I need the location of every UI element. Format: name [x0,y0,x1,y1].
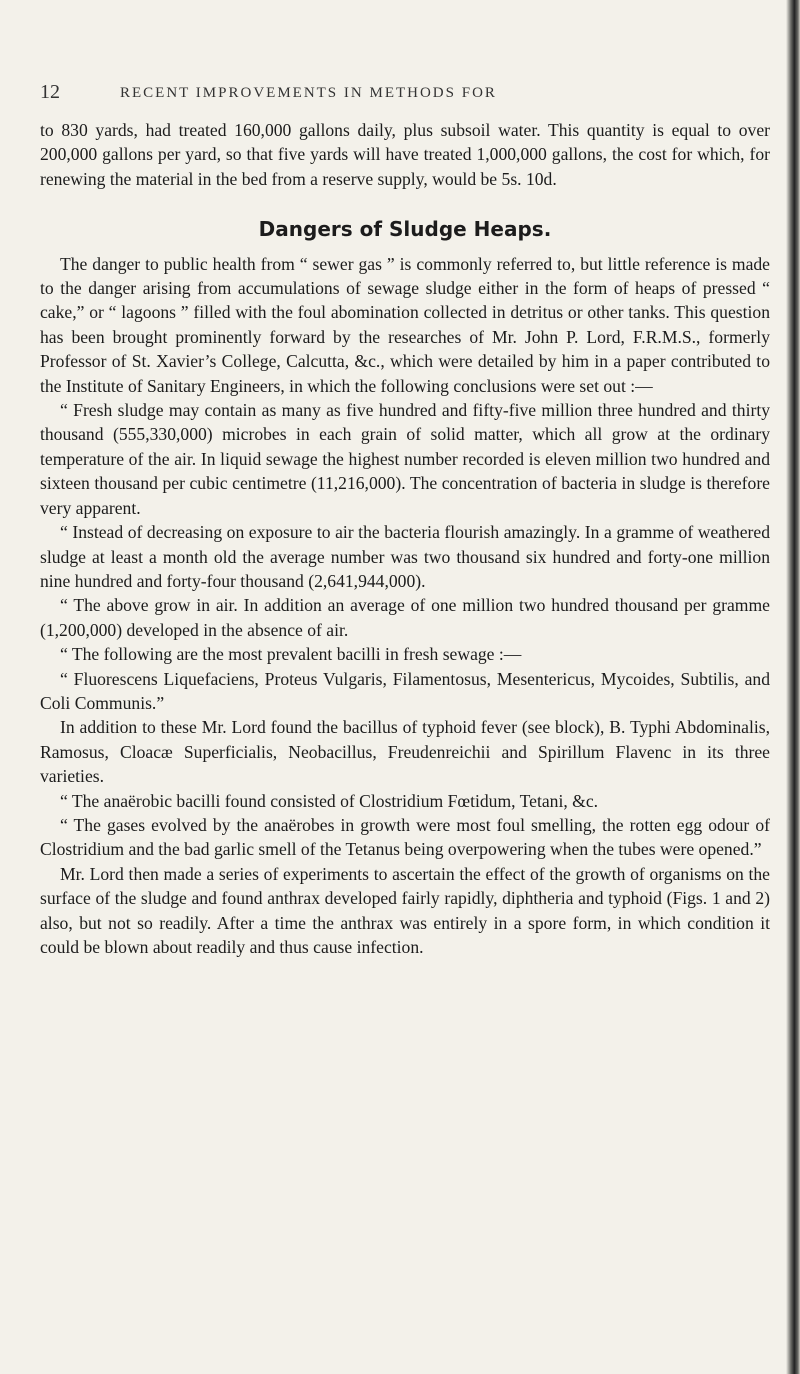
quote-paragraph: “ The above grow in air. In addition an average of one million two hundred thousand per gramme (1,200,000) developed in the absence of air. [40,595,770,640]
section-paragraph: The danger to public health from “ sewer gas ” is commonly referred to, but little reference is made to the danger arising from accumulations of sewage sludge either in the form of heaps of pressed “ cake,” or “ lagoons ” filled with the foul abomination collected in detritus or other tanks. This question has been brought prominently forward by the researches of Mr. John P. Lord, F.R.M.S., formerly Professor of St. Xavier’s College, Calcutta, &c., which were detailed by him in a paper contributed to the Institute of Sanitary Engineers, in which the following conclusions were set out :— [40,253,770,396]
quote-paragraph: “ Fresh sludge may contain as many as five hundred and fifty-five million three hundred and thirty thousand (555,330,000) microbes in each grain of solid matter, which all grow at the ordinary temperature of the air. In liquid sewage the highest number recorded is eleven million two hundred and sixteen thousand per cubic centimetre (11,216,000). The concentration of bacteria in sludge is therefore very apparent. [40,400,770,518]
quote-paragraph: “ The gases evolved by the anaërobes in growth were most foul smelling, the rotten egg odour of Clostridium and the bad garlic smell of the Tetanus being overpowering when the tubes were opened.” [40,814,770,860]
intro-paragraph: to 830 yards, had treated 160,000 gallons daily, plus subsoil water. This quantity is equal to over 200,000 gallons per yard, so that five yards will have treated 1,000,000 gallons, the cost for which, for renewing the material in the bed from a reserve supply, would be 5s. 10d. [40,120,770,189]
quote-paragraph: “ Instead of decreasing on exposure to air the bacteria flourish amazingly. In a gramme of weathered sludge at least a month old the average number was two thousand six hundred and forty-one million nine hundred and forty-four thousand (2,641,944,000). [40,522,770,591]
bacilli-list: “ Fluorescens Liquefaciens, Proteus Vulgaris, Filamentosus, Mesentericus, Mycoides, Subtilis, and Coli Communis.” [40,668,770,713]
section-heading: Dangers of Sludge Heaps. [258,217,552,242]
page-body [40,118,770,959]
section-paragraph: Mr. Lord then made a series of experiments to ascertain the effect of the growth of organisms on the surface of the sludge and found anthrax developed fairly rapidly, diphtheria and typhoid (Figs. 1 and 2) also, but not so readily. After a time the anthrax was entirely in a spore form, in which condition it could be blown about readily and thus cause infection. [40,863,770,957]
quote-paragraph: “ The following are the most prevalent bacilli in fresh sewage :— [60,644,522,665]
section-paragraph: In addition to these Mr. Lord found the bacillus of typhoid fever (see block), B. Typhi Abdominalis, Ramosus, Cloacæ Superficialis, Neobacillus, Freudenreichii and Spirillum Flavenc in its three varieties. [40,717,770,787]
quote-paragraph: “ The anaërobic bacilli found consisted of Clostridium Fœtidum, Tetani, &c. [60,790,599,811]
page-number: 12 [40,81,60,103]
running-head: RECENT IMPROVEMENTS IN METHODS FOR [120,85,497,101]
book-binding-edge [786,0,800,1374]
